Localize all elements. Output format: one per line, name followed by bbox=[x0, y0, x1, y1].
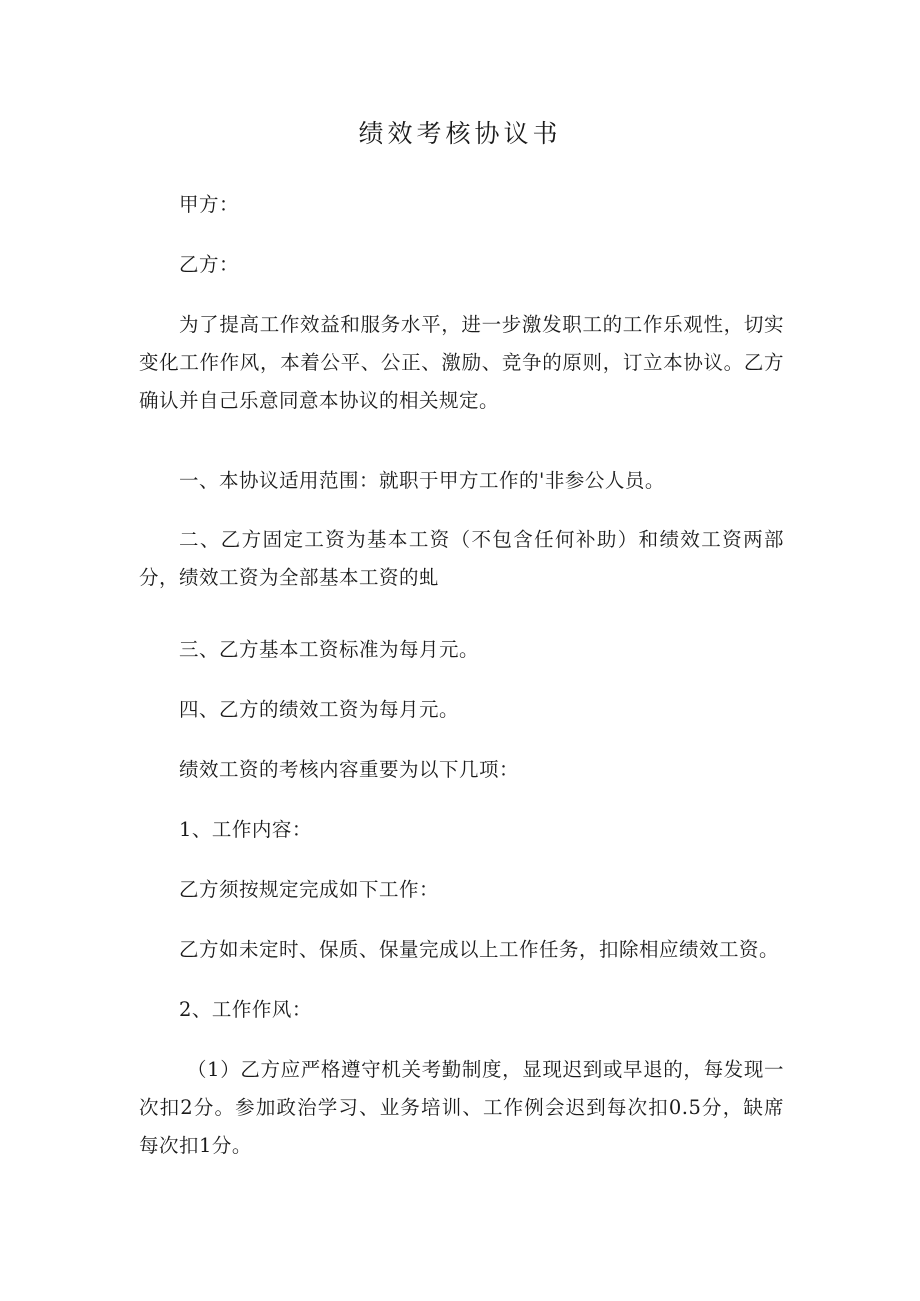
clause-3-paragraph: 三、乙方基本工资标准为每月元。 bbox=[179, 638, 480, 661]
attendance-rule-paragraph: （1）乙方应严格遵守机关考勤制度，显现迟到或早退的，每发现一次扣2分。参加政治学习、业务培训、工作例会迟到每次扣0.5分，缺席每次扣1分。 bbox=[139, 1058, 784, 1157]
deduction-paragraph: 乙方如未定时、保质、保量完成以上工作任务，扣除相应绩效工资。 bbox=[179, 938, 780, 961]
clause-2-paragraph: 二、乙方固定工资为基本工资（不包含任何补助）和绩效工资两部分，绩效工资为全部基本工资的虬 bbox=[139, 528, 784, 589]
party-b-line: 乙方： bbox=[179, 253, 240, 276]
item-2-heading: 2、工作作风： bbox=[179, 998, 312, 1021]
clause-1-paragraph: 一、本协议适用范围：就职于甲方工作的'非参公人员。 bbox=[179, 469, 665, 492]
work-content-paragraph: 乙方须按规定完成如下工作： bbox=[179, 878, 440, 901]
preamble-paragraph: 为了提高工作效益和服务水平，进一步激发职工的工作乐观性，切实变化工作作风，本着公平、公正、激励、竞争的原则，订立本协议。乙方确认并自己乐意同意本协议的相关规定。 bbox=[139, 313, 784, 412]
clause-4-paragraph: 四、乙方的绩效工资为每月元。 bbox=[179, 698, 460, 721]
party-a-line: 甲方： bbox=[179, 193, 240, 216]
assessment-intro-paragraph: 绩效工资的考核内容重要为以下几项： bbox=[179, 758, 520, 781]
document-title: 绩效考核协议书 bbox=[358, 119, 562, 148]
item-1-heading: 1、工作内容： bbox=[179, 818, 312, 841]
